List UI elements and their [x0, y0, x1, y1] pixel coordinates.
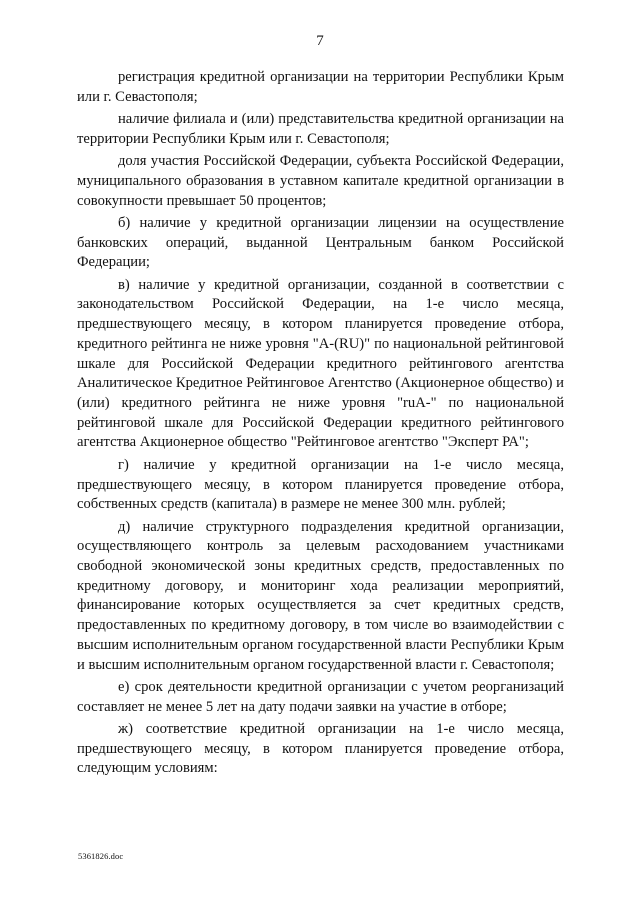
document-body [77, 68, 564, 781]
paragraph-item-b-license: б) наличие у кредитной организации лицензии на осуществление банковских операций, выданной Центральным банком Российской Федерации; [77, 214, 564, 271]
paragraph-item-e-term: е) срок деятельности кредитной организации с учетом реорганизаций составляет не менее 5 лет на дату подачи заявки на участие в отборе; [77, 678, 564, 715]
paragraph-registration: регистрация кредитной организации на территории Республики Крым или г. Севастополя; [77, 69, 564, 105]
paragraph-item-zh-conditions: ж) соответствие кредитной организации на 1-е число месяца, предшествующего месяцу, в котором планируется проведение отбора, следующим условиям: [77, 721, 564, 777]
page-number: 7 [316, 33, 324, 49]
paragraph-branch: наличие филиала и (или) представительства кредитной организации на территории Республики Крым или г. Севастополя; [77, 111, 564, 147]
paragraph-item-v-rating: в) наличие у кредитной организации, созданной в соответствии с законодательством Российской Федерации, на 1-е число месяца, предшествующего месяцу, в котором планируется проведение отбора, кредитного рейтинга не ниже уровня "A-(RU)" по национальной рейтинговой шкале для Российской Федерации кредитного рейтингового агентства Аналитическое Кредитное Рейтинговое Агентство (Акционерное общество) и (или) кредитного рейтинга не ниже уровня "ruA-" по национальной рейтинговой шкале для Российской Федерации кредитного рейтингового агентства Акционерное общество "Рейтинговое агентство "Эксперт РА"; [77, 276, 564, 451]
footer-document-reference: 5361826.doc [78, 851, 124, 861]
paragraph-state-share: доля участия Российской Федерации, субъекта Российской Федерации, муниципального образования в уставном капитале кредитной организации в совокупности превышает 50 процентов; [77, 153, 564, 209]
paragraph-item-g-capital: г) наличие у кредитной организации на 1-е число месяца, предшествующего месяцу, в котором планируется проведение отбора, собственных средств (капитала) в размере не менее 300 млн. рублей; [77, 456, 564, 513]
paragraph-item-d-control-unit: д) наличие структурного подразделения кредитной организации, осуществляющего контроль за целевым расходованием участниками свободной экономической зоны кредитных средств, предоставленных по кредитному договору, и мониторинг хода реализации мероприятий, финансирование которых осуществляется за счет кредитных средств, предоставленных по кредитному договору, в том числе во взаимодействии с высшим исполнительным органом государственной власти Республики Крым и высшим исполнительным органом государственной власти г. Севастополя; [77, 518, 564, 673]
